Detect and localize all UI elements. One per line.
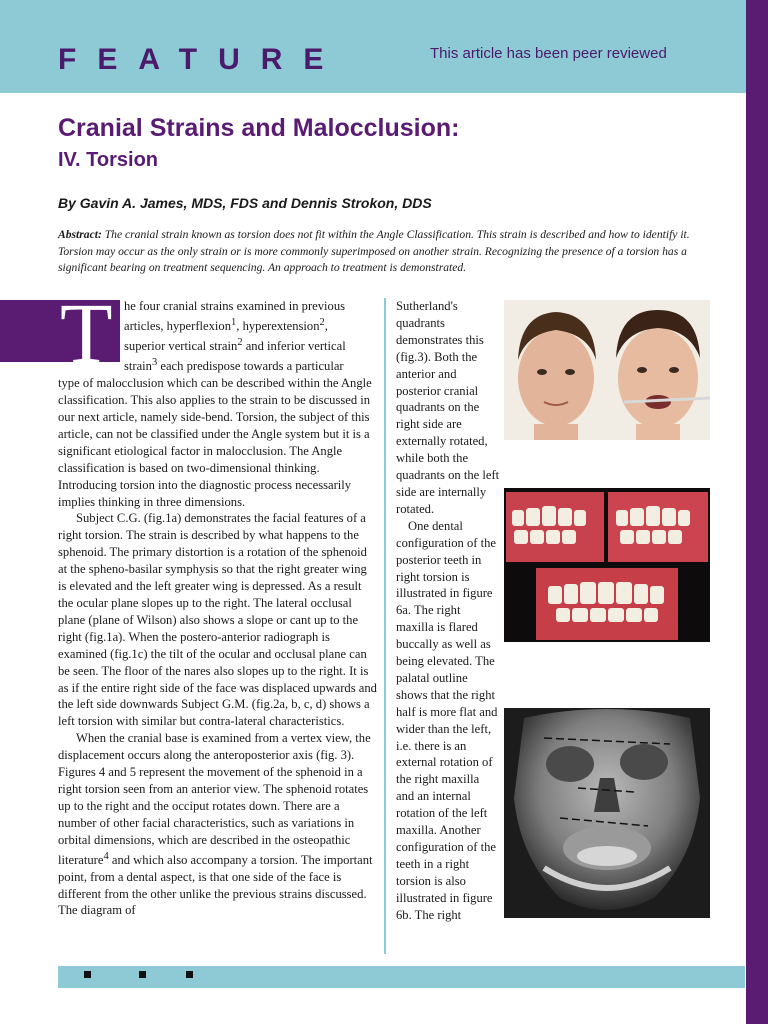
byline: By Gavin A. James, MDS, FDS and Dennis Strokon, DDS xyxy=(58,195,432,211)
citation-sup: 2 xyxy=(237,337,243,348)
body-column-middle xyxy=(396,298,500,924)
abstract-text: The cranial strain known as torsion does not fit within the Angle Classification. This strain is described and how to identify it. Torsion may occur as the only strain or is more commonly superimposed on another strain. Recognizing the presence of a torsion has a significant bearing on treatment sequencing. An approach to treatment is demonstrated. xyxy=(58,228,690,274)
photo-teeth xyxy=(504,488,710,642)
paragraph-1-line-4: strain$^3$ each predispose towards a particular xyxy=(124,357,344,374)
article-subtitle: IV. Torsion xyxy=(58,149,159,171)
paragraph-1-line-1: he four cranial strains examined in previous xyxy=(124,299,346,313)
footer-band xyxy=(58,966,745,988)
citation-sup: 1 xyxy=(231,316,237,328)
abstract-label: Abstract: xyxy=(58,228,102,241)
paragraph-5: One dental configuration of the posterior teeth in right torsion is illustrated in figure 6a. The right maxilla is flared buccally as well as being elevated. The palatal outline shows that the right half is more flat and wider than the left, i.e. there is an external rotation of the right maxilla and an internal rotation of the left maxilla. Another configuration of the teeth in a right torsion is also illustrated in figure 6b. The right xyxy=(396,518,498,922)
abstract xyxy=(58,227,718,277)
side-accent-bar xyxy=(746,0,768,1024)
citation-sup: 2 xyxy=(319,316,325,328)
citation-sup: 3 xyxy=(151,357,158,369)
section-label: FEATURE xyxy=(58,43,345,76)
paragraph-3: When the cranial base is examined from a vertex view, the displacement occurs along the anteroposterior axis (fig. 3). Figures 4 and 5 represent the movement of the sphenoid in a right torsion seen from an anterior view. The sphenoid rotates up to the right and the occiput rotates down. There are a number of other facial characteristics, such as variations in orbital dimensions, which are described in the osteopathic literature$^4$ and which also accompany a torsion. The important point, from a dental aspect, is that one side of the face is different from the other unlike the previous strains discussed. The diagram of xyxy=(58,731,373,918)
paragraph-1 xyxy=(58,298,378,510)
peer-review-notice: This article has been peer reviewed xyxy=(430,45,667,62)
paragraph-1-line-3: superior vertical strain$^2$ and inferior vertical xyxy=(124,337,346,354)
body-column-left xyxy=(58,298,378,919)
citation-sup: 4 xyxy=(103,850,109,862)
paragraph-1-line-2: articles, hyperflexion$^1$, hyperextension$^2$, xyxy=(124,316,328,334)
column-divider xyxy=(384,298,386,954)
footer-marker xyxy=(186,971,193,978)
footer-marker xyxy=(139,971,146,978)
drop-cap: T xyxy=(60,285,113,381)
paragraph-1-rest: type of malocclusion which can be described within the Angle classification. This also applies to the strain to be discussed in our next article, namely side-bend. Torsion, the subject of this article, can not be classified under the Angle system but it is a significant etiological factor in malocclusion. The Angle classification is based on two-dimensional thinking. Introducing torsion into the diagnostic process necessarily implies thinking in three dimensions. xyxy=(58,376,372,509)
paragraph-4: Sutherland's quadrants demonstrates this (fig.3). Both the anterior and posterior cranial quadrants on the right side are externally rotated, while both the quadrants on the left side are internally rotated. xyxy=(396,299,500,516)
photo-faces xyxy=(504,300,710,440)
photo-xray xyxy=(504,708,710,918)
footer-marker xyxy=(84,971,91,978)
article-title: Cranial Strains and Malocclusion: xyxy=(58,114,460,142)
paragraph-2: Subject C.G. (fig.1a) demonstrates the facial features of a right torsion. The strain is described by what happens to the sphenoid. The primary distortion is a rotation of the sphenoid at the spheno-basilar symphysis so that the right greater wing is elevated and the left greater wing is depressed. As a result the ocular plane slopes up to the right. The lateral occlusal plane (plane of Wilson) also shows a slope or cant up to the right (fig.1a). When the postero-anterior radiograph is examined (fig.1c) the tilt of the ocular and occlusal plane can be seen. The floor of the nares also slopes up to the right. It is as if the entire right side of the face was displaced upwards and the left side downwards Subject G.M. (fig.2a, b, c, d) shows a left torsion with similar but contra-lateral characteristics. xyxy=(58,511,377,729)
